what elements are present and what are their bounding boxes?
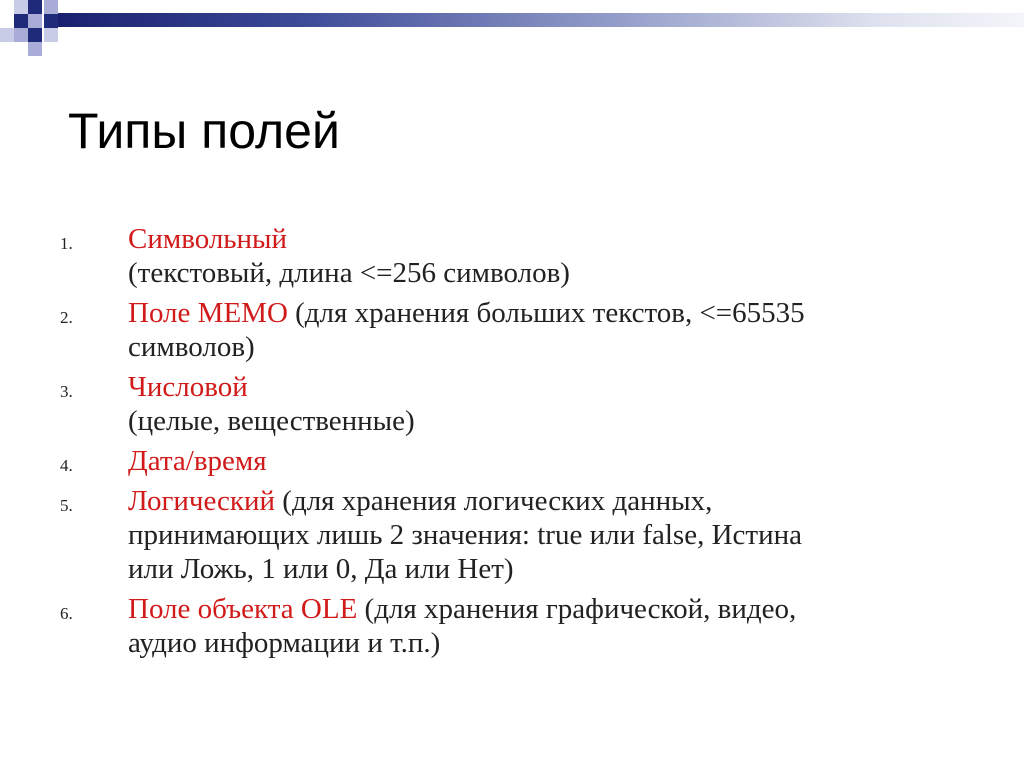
decor-square xyxy=(44,14,58,28)
decor-square xyxy=(28,14,42,28)
item-line: символов) xyxy=(128,331,255,363)
item-term: Поле объекта OLE xyxy=(128,593,358,625)
list-item xyxy=(60,296,1000,364)
item-line: аудио информации и т.п.) xyxy=(128,627,441,659)
decor-square xyxy=(14,28,28,42)
item-number: 6. xyxy=(60,604,73,623)
item-number: 2. xyxy=(60,308,73,327)
item-term: Поле МЕМО xyxy=(128,297,288,329)
item-number: 1. xyxy=(60,234,73,253)
item-line: (целые, вещественные) xyxy=(128,405,415,437)
decor-square xyxy=(14,0,28,14)
item-term: Логический xyxy=(128,485,276,517)
slide-title: Типы полей xyxy=(68,103,340,159)
list-item xyxy=(60,592,1000,660)
item-line xyxy=(128,592,1000,626)
decor-square xyxy=(14,14,28,28)
item-term: Символьный xyxy=(128,223,288,255)
item-line xyxy=(128,484,1000,518)
item-text: (для хранения больших текстов, <=65535 xyxy=(287,297,805,329)
decor-square xyxy=(44,0,58,14)
list-item xyxy=(60,484,1000,586)
list-item xyxy=(60,370,1000,438)
item-line xyxy=(128,444,1000,478)
item-number: 4. xyxy=(60,456,73,475)
item-text: (для хранения графической, видео, xyxy=(357,593,797,625)
header-decoration xyxy=(0,0,1024,70)
decor-square xyxy=(28,42,42,56)
decor-square xyxy=(28,0,42,14)
decor-square xyxy=(28,28,42,42)
item-number: 5. xyxy=(60,496,73,515)
field-types-list xyxy=(60,222,1000,666)
item-line: принимающих лишь 2 значения: true или false, Истина xyxy=(128,519,802,551)
decor-square xyxy=(0,28,14,42)
item-line xyxy=(128,370,1000,404)
item-line: или Ложь, 1 или 0, Да или Нет) xyxy=(128,553,514,585)
list-item xyxy=(60,444,1000,478)
decor-square xyxy=(44,28,58,42)
item-line: (текстовый, длина <=256 символов) xyxy=(128,257,570,289)
item-line xyxy=(128,222,1000,256)
item-term: Дата/время xyxy=(128,445,267,477)
item-number: 3. xyxy=(60,382,73,401)
item-line xyxy=(128,296,1000,330)
header-gradient-bar xyxy=(58,13,1024,27)
list-item xyxy=(60,222,1000,290)
item-term: Числовой xyxy=(128,371,248,403)
item-text: (для хранения логических данных, xyxy=(275,485,713,517)
